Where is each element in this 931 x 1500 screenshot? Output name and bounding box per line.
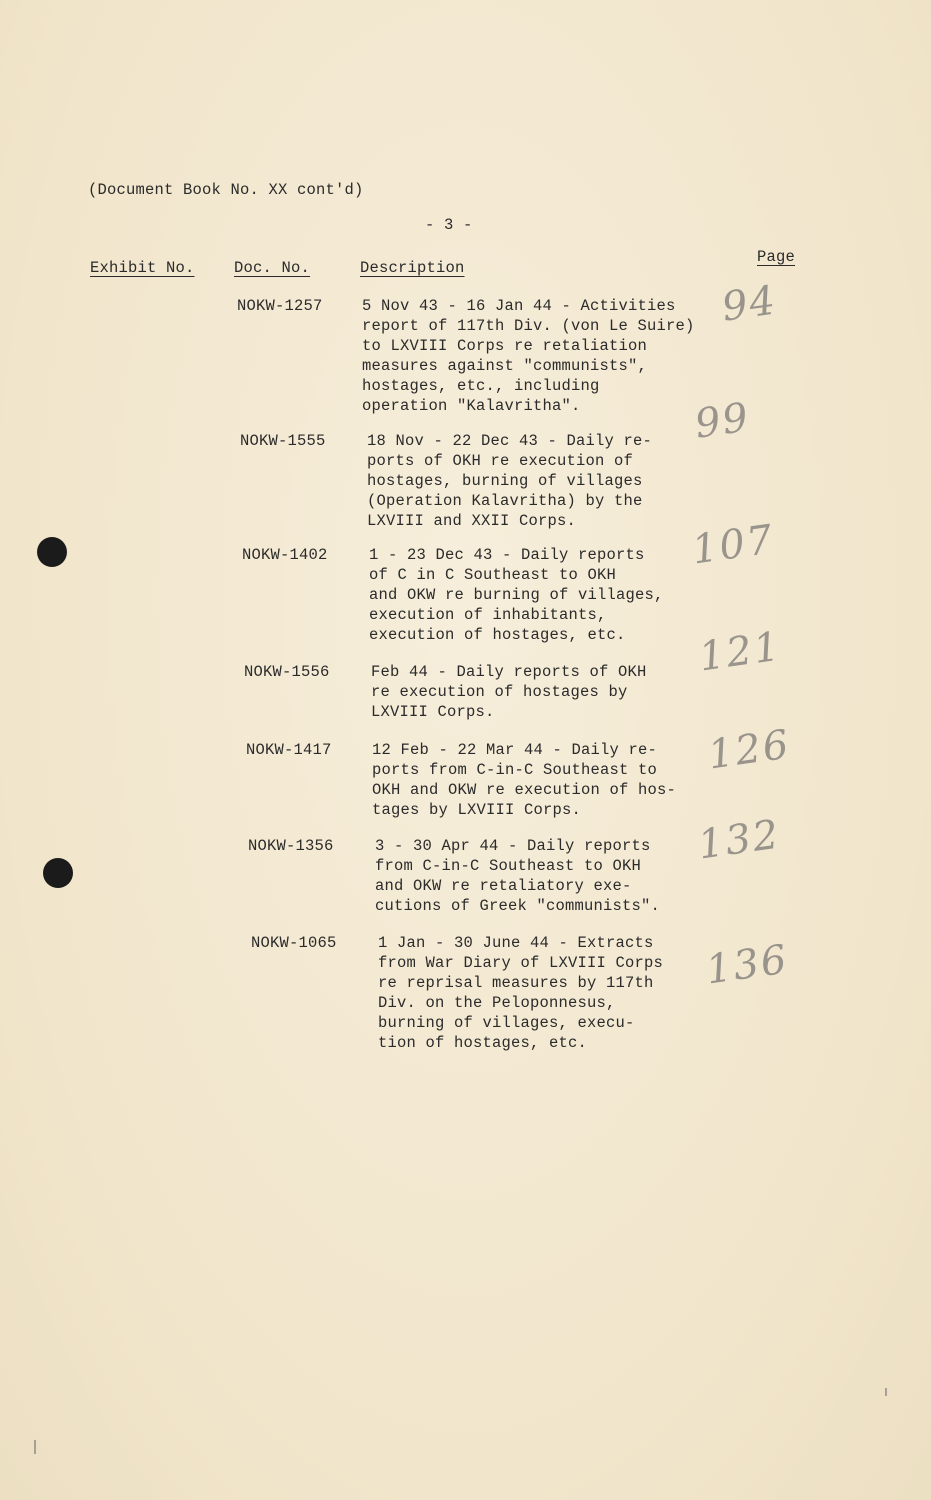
paper-mark xyxy=(34,1440,36,1454)
column-header-doc-no: Doc. No. xyxy=(234,259,311,277)
row-description: Feb 44 - Daily reports of OKH re execution of hostages by LXVIII Corps. xyxy=(371,663,647,721)
handwritten-page-number: 107 xyxy=(689,516,778,574)
handwritten-page-number: 121 xyxy=(696,623,785,681)
doc-number: NOKW-1356 xyxy=(248,837,334,855)
row-description: 5 Nov 43 - 16 Jan 44 - Activities report of 117th Div. (von Le Suire) to LXVIII Corps re retaliation measures against "communists", hostages, etc., including operation "Kalavritha". xyxy=(362,297,695,415)
doc-number: NOKW-1417 xyxy=(246,741,332,759)
row-description: 12 Feb - 22 Mar 44 - Daily re- ports from C-in-C Southeast to OKH and OKW re execution of hos- tages by LXVIII Corps. xyxy=(372,741,677,819)
column-header-description: Description xyxy=(360,259,465,277)
handwritten-page-number: 132 xyxy=(695,811,784,869)
handwritten-page-number: 136 xyxy=(703,936,792,994)
doc-number: NOKW-1402 xyxy=(242,546,328,564)
row-description: 3 - 30 Apr 44 - Daily reports from C-in-C Southeast to OKH and OKW re retaliatory exe- cutions of Greek "communists". xyxy=(375,837,661,915)
column-header-exhibit: Exhibit No. xyxy=(90,259,195,277)
row-description: 1 - 23 Dec 43 - Daily reports of C in C Southeast to OKH and OKW re burning of villages, execution of inhabitants, execution of hostages, etc. xyxy=(369,546,664,644)
row-description: 1 Jan - 30 June 44 - Extracts from War Diary of LXVIII Corps re reprisal measures by 117th Div. on the Peloponnesus, burning of villages, execu- tion of hostages, etc. xyxy=(378,934,664,1052)
handwritten-page-number: 99 xyxy=(692,394,753,448)
paper-mark xyxy=(885,1388,887,1396)
punch-hole xyxy=(43,858,73,888)
handwritten-page-number: 126 xyxy=(705,721,794,779)
doc-number: NOKW-1257 xyxy=(237,297,323,315)
doc-number: NOKW-1556 xyxy=(244,663,330,681)
doc-number: NOKW-1555 xyxy=(240,432,326,450)
row-description: 18 Nov - 22 Dec 43 - Daily re- ports of OKH re execution of hostages, burning of villages (Operation Kalavritha) by the LXVIII and XXII Corps. xyxy=(367,432,653,530)
doc-number: NOKW-1065 xyxy=(251,934,337,952)
page-number: - 3 - xyxy=(425,216,473,234)
handwritten-page-number: 94 xyxy=(719,277,780,331)
punch-hole xyxy=(37,537,67,567)
column-header-page: Page xyxy=(757,248,796,266)
document-book-heading: (Document Book No. XX cont'd) xyxy=(88,181,364,199)
